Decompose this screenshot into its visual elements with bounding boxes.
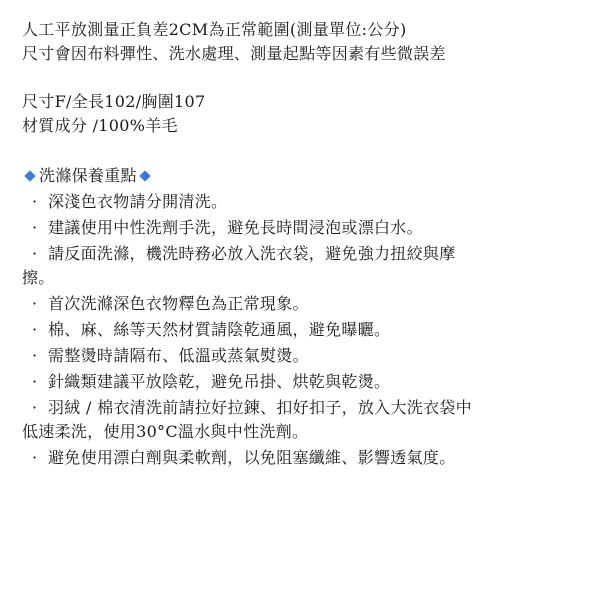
- care-item: [22, 318, 582, 342]
- error-note: 尺寸會因布料彈性、洗水處理、測量起點等因素有些微誤差: [22, 44, 446, 63]
- bullet-dot: ·: [32, 192, 38, 211]
- spacer: [22, 138, 582, 164]
- diamond-icon: [139, 170, 150, 181]
- care-item: [22, 370, 582, 394]
- care-item-text: 建議使用中性洗劑手洗，避免長時間浸泡或漂白水。: [48, 218, 423, 237]
- bullet-dot: ·: [32, 346, 38, 365]
- care-item-continuation: 擦。: [22, 268, 55, 287]
- care-list: [22, 190, 582, 470]
- care-item-text: 針織類建議平放陰乾，避免吊掛、烘乾與乾燙。: [48, 372, 391, 391]
- care-item: [22, 190, 582, 214]
- bullet-dot: ·: [32, 244, 38, 263]
- measurement-note: 人工平放測量正負差2CM為正常範圍(測量單位:公分): [22, 20, 407, 39]
- product-info-document: [22, 18, 582, 470]
- care-item-text: 棉、麻、絲等天然材質請陰乾通風，避免曝曬。: [48, 320, 391, 339]
- care-section-title: [22, 164, 582, 188]
- care-title-text: 洗滌保養重點: [39, 166, 137, 185]
- care-item-text: 首次洗滌深色衣物釋色為正常現象。: [48, 294, 309, 313]
- care-item-continuation: 低速柔洗，使用30°C溫水與中性洗劑。: [22, 422, 309, 441]
- care-item: [22, 396, 582, 444]
- care-item: [22, 216, 582, 240]
- material-spec: 材質成分 /100%羊毛: [22, 116, 178, 135]
- spacer: [22, 66, 582, 90]
- care-item: [22, 446, 582, 470]
- bullet-dot: ·: [32, 448, 38, 467]
- care-item-text: 羽絨 / 棉衣清洗前請拉好拉鍊、扣好扣子，放入大洗衣袋中: [48, 398, 472, 417]
- care-item-text: 請反面洗滌，機洗時務必放入洗衣袋，避免強力扭絞與摩: [48, 244, 456, 263]
- bullet-dot: ·: [32, 320, 38, 339]
- care-item: [22, 292, 582, 316]
- bullet-dot: ·: [32, 372, 38, 391]
- care-item: [22, 242, 582, 290]
- care-item-text: 需整燙時請隔布、低溫或蒸氣熨燙。: [48, 346, 309, 365]
- size-spec: 尺寸F/全長102/胸圍107: [22, 92, 206, 111]
- bullet-dot: ·: [32, 294, 38, 313]
- care-item-text: 深淺色衣物請分開清洗。: [48, 192, 228, 211]
- care-item: [22, 344, 582, 368]
- diamond-icon: [24, 170, 35, 181]
- care-item-text: 避免使用漂白劑與柔軟劑，以免阻塞纖維、影響透氣度。: [48, 448, 456, 467]
- bullet-dot: ·: [32, 398, 38, 417]
- bullet-dot: ·: [32, 218, 38, 237]
